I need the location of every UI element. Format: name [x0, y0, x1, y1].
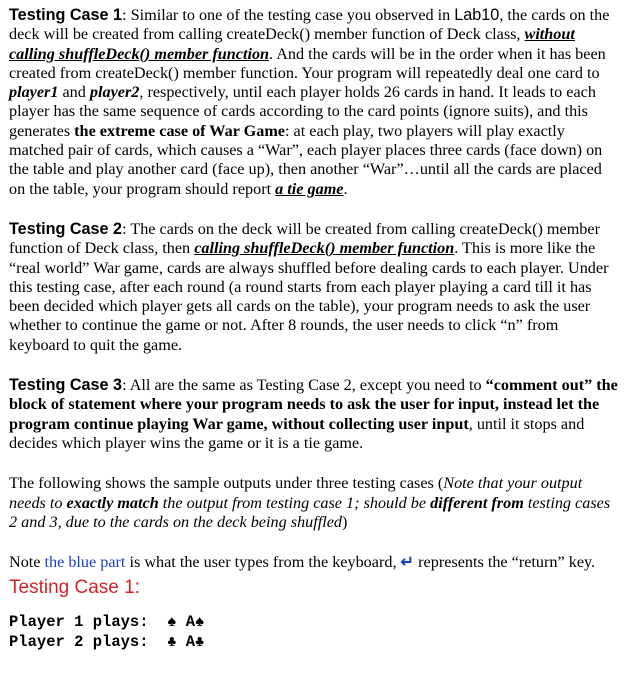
- text: .: [343, 179, 348, 198]
- text: . This is more like the “real world” War game, cards are always shuffled before dealing cards to each player. Under this testing case, after each round (a round starts from each player playing a card till it has been decided which player gets all cards on the table), your program needs to ask the user whether to continue the game or not. After 8 rounds, the user needs to click “n” from keyboard to quit the game.: [9, 239, 609, 354]
- testing-case-2-label: Testing Case 2: [9, 219, 123, 238]
- document-page: [9, 6, 621, 652]
- lab-ref: Lab10: [454, 6, 500, 24]
- testing-case-1-paragraph: [9, 6, 621, 199]
- text: . And the cards will be in the order when it has been created from createDeck() member function. Your program will repeatedly deal one card to: [9, 44, 606, 82]
- testing-case-1-label: Testing Case 1: [9, 6, 123, 24]
- emphasis-no-shuffle: without calling shuffleDeck() member function: [9, 25, 575, 63]
- sample-output-block: [9, 612, 621, 652]
- text: : Similar to one of the testing case you observed in: [122, 6, 455, 24]
- text: , the cards on the deck will be created from calling createDeck() member function of Deck class,: [9, 6, 610, 44]
- tie-game-term: a tie game: [275, 179, 344, 198]
- testing-case-2-paragraph: [9, 220, 621, 355]
- comment-out-instruction: “comment out” the block of statement where your program needs to ask the user for input, instead let the program continue playing War game, without collecting user input: [9, 376, 618, 433]
- testing-case-3-paragraph: [9, 376, 621, 453]
- note-italic: testing cases 2 and 3, due to the cards on the deck being shuffled: [9, 493, 611, 531]
- output-line: Player 1 plays: ♠ A♠: [9, 612, 205, 631]
- blue-part-term: the blue part: [44, 553, 126, 572]
- text: is what the user types from the keyboard,: [125, 553, 401, 572]
- output-line: Player 2 plays: ♣ A♣: [9, 632, 205, 651]
- text: , until it stops and decides which player wins the game or it is a tie game.: [9, 414, 585, 452]
- text: represents the “return” key.: [414, 553, 596, 572]
- text: Note: [9, 553, 45, 572]
- text: , respectively, until each player holds 26 cards in hand. It leads to each player has the same sequence of cards according to the card points (ignore suits), and this generates: [9, 83, 596, 140]
- note-italic: Note that your output needs to: [9, 474, 583, 512]
- text: : All are the same as Testing Case 2, except you need to: [122, 376, 486, 395]
- testing-case-1-heading: Testing Case 1:: [9, 577, 140, 599]
- testing-case-3-label: Testing Case 3: [9, 376, 123, 395]
- player2-term: player2: [89, 83, 140, 102]
- text: ): [341, 512, 348, 531]
- emphasis-shuffle: calling shuffleDeck() member function: [194, 239, 455, 258]
- sample-outputs-paragraph: [9, 474, 621, 532]
- return-key-icon: ↵: [400, 553, 415, 572]
- text: The following shows the sample outputs under three testing cases (: [9, 474, 444, 493]
- player1-term: player1: [9, 83, 59, 102]
- note-paragraph: [9, 553, 621, 572]
- different-from-term: different from: [430, 493, 524, 512]
- text: and: [58, 83, 90, 102]
- note-italic: the output from testing case 1; should be: [158, 493, 431, 512]
- text: : at each play, two players will play exactly matched pair of cards, which causes a “War”, each player places three cards (face down) on the table and play another card (face up), then another “War”…until all the cards are placed on the table, your program should report: [9, 121, 603, 198]
- text: : The cards on the deck will be created from calling createDeck() member function of Deck class, then: [9, 219, 600, 258]
- extreme-case-term: the extreme case of War Game: [74, 121, 285, 140]
- exactly-match-term: exactly match: [66, 493, 159, 512]
